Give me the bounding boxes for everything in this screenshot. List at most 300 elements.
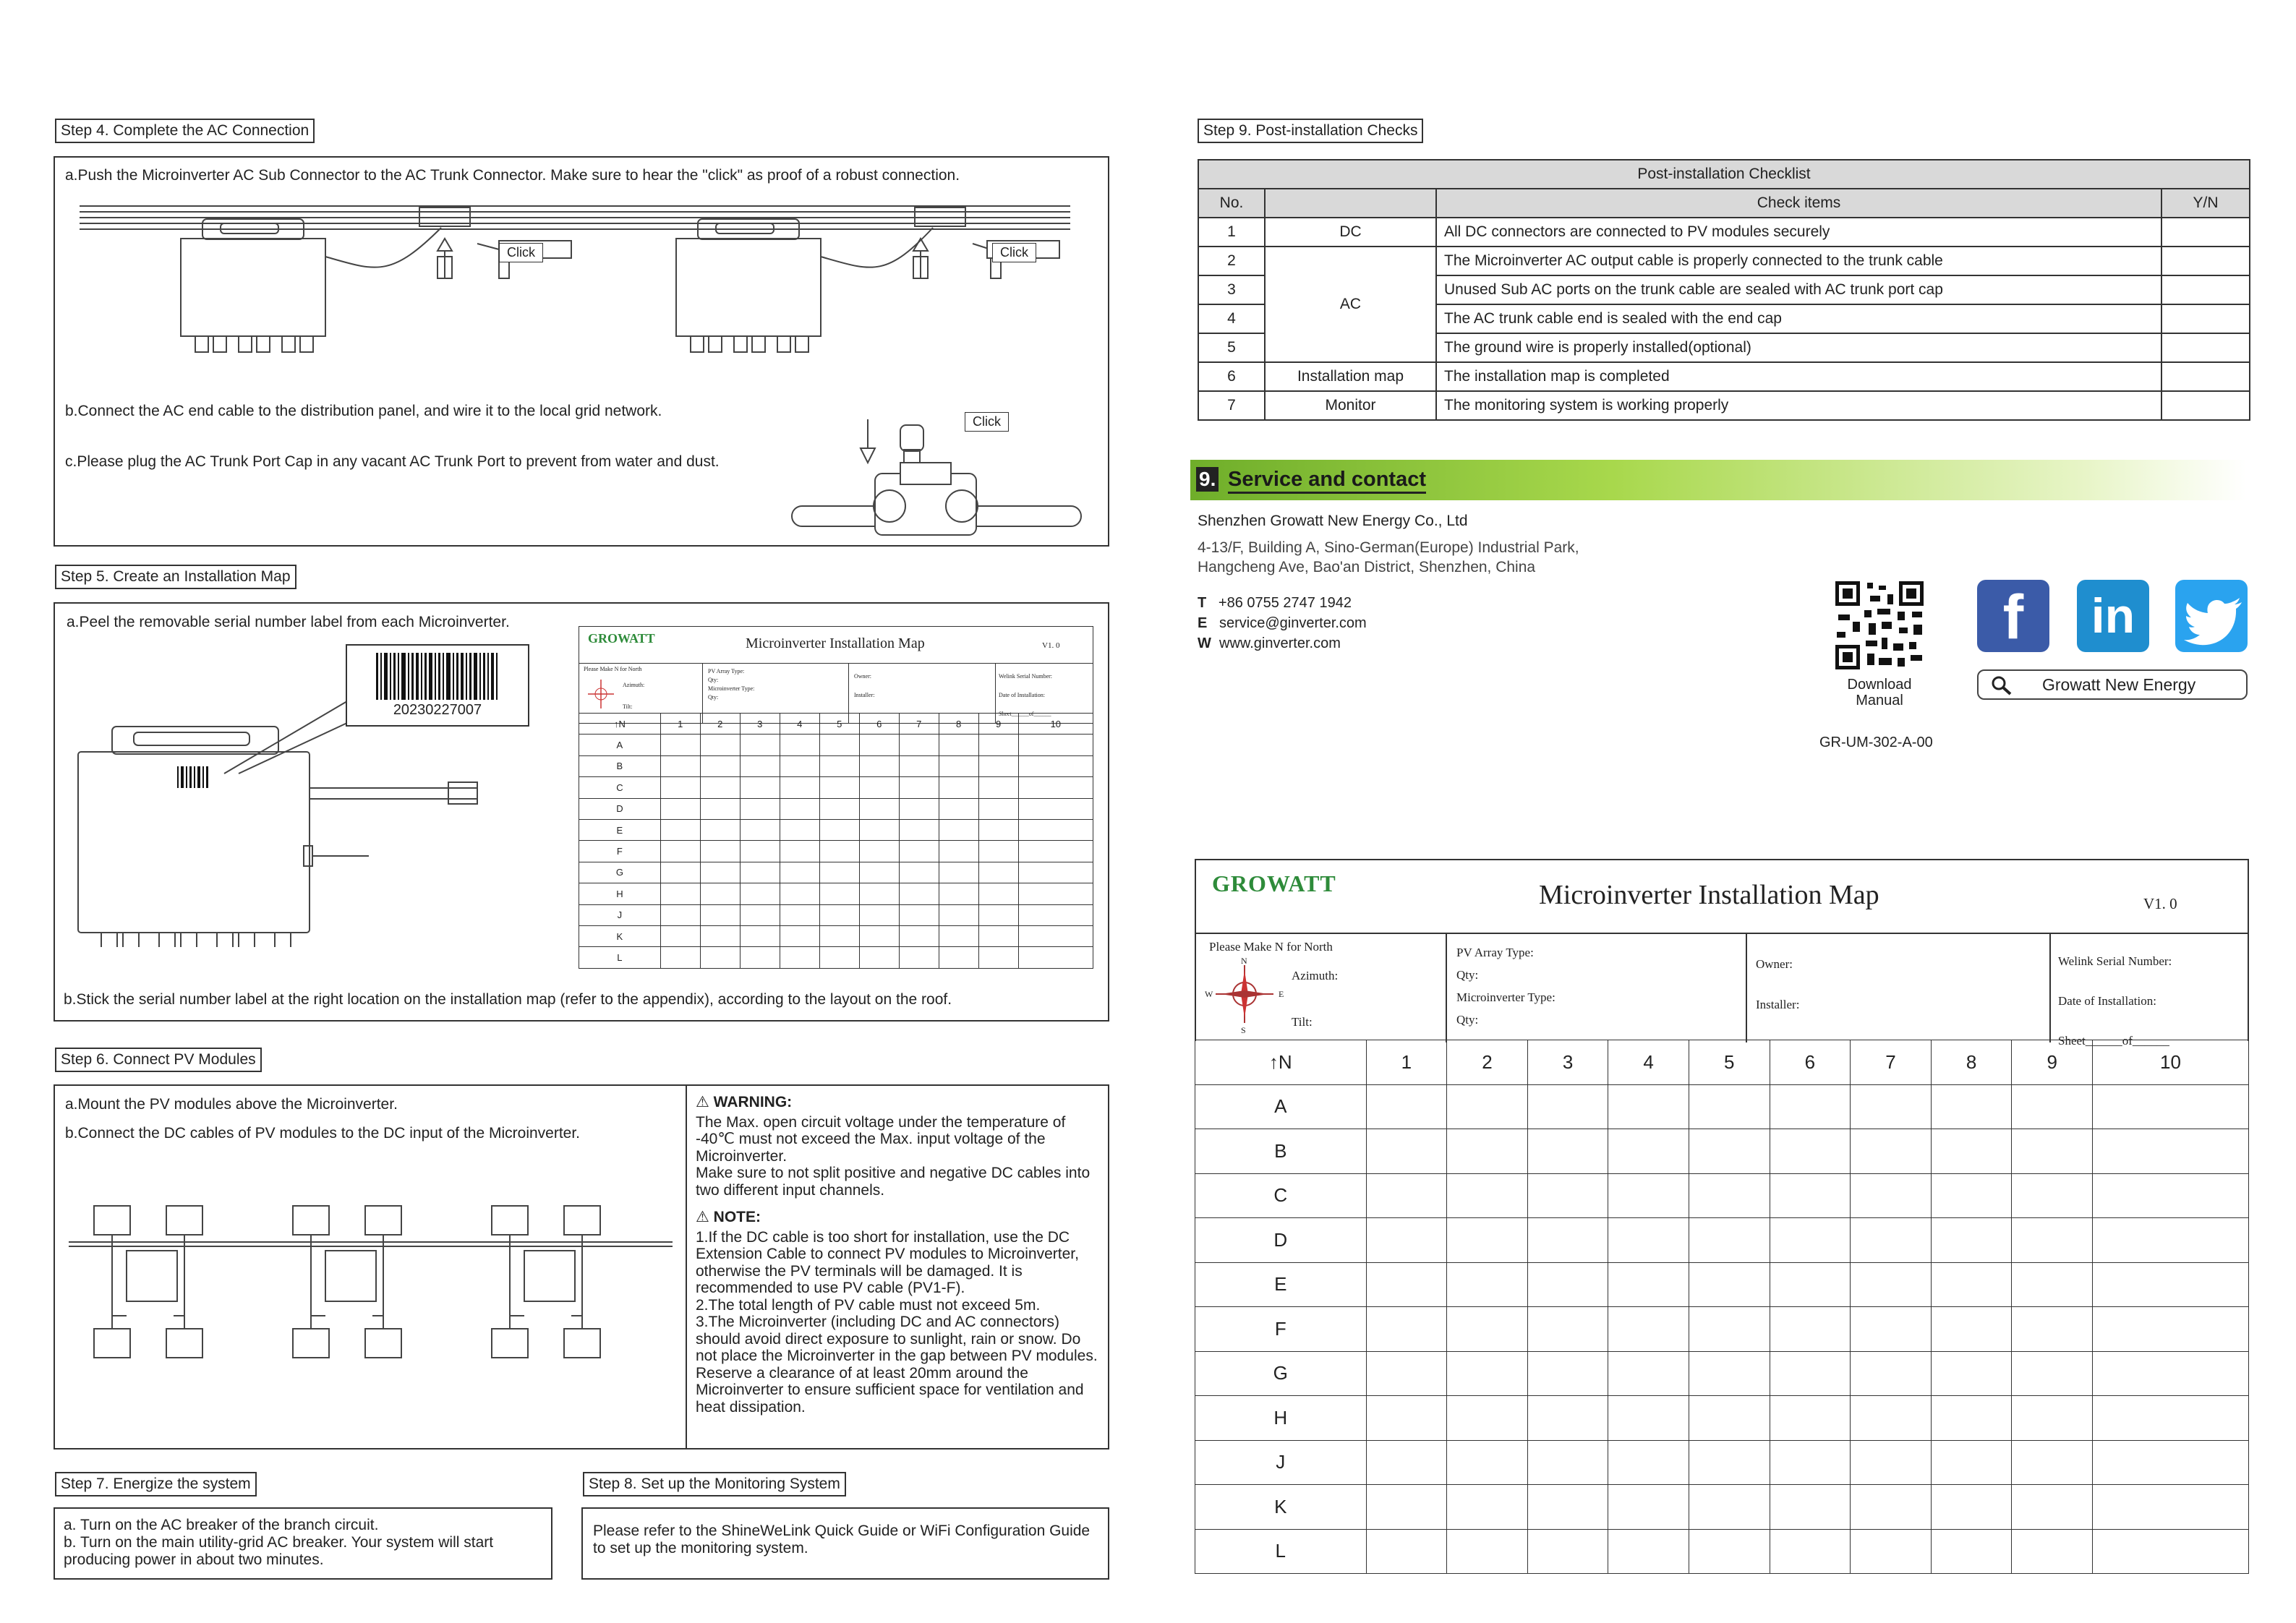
grid-cell[interactable] xyxy=(939,735,978,755)
grid-cell[interactable] xyxy=(660,904,700,925)
download-manual-label: Download Manual xyxy=(1847,677,1912,708)
grid-col-header: 6 xyxy=(1770,1040,1851,1085)
step7-text: a. Turn on the AC breaker of the branch circuit. b. Turn on the main utility-grid AC breaker. Your system will start producing power in about two minutes. xyxy=(64,1517,494,1568)
yn-cell[interactable] xyxy=(2161,218,2250,247)
grid-cell[interactable] xyxy=(1851,1262,1932,1307)
grid-cell[interactable] xyxy=(660,735,700,755)
grid-cell[interactable] xyxy=(1527,1351,1608,1396)
grid-corner-north: ↑N xyxy=(579,714,661,735)
grid-cell[interactable] xyxy=(2093,1307,2249,1352)
step4-text-b: b.Connect the AC end cable to the distribution panel, and wire it to the local grid network. xyxy=(65,403,662,419)
grid-cell[interactable] xyxy=(1527,1440,1608,1485)
grid-row-header: L xyxy=(1195,1529,1367,1574)
grid-cell[interactable] xyxy=(740,777,780,798)
grid-cell[interactable] xyxy=(660,947,700,968)
grid-cell[interactable] xyxy=(1447,1396,1528,1441)
grid-cell[interactable] xyxy=(2012,1084,2093,1129)
grid-cell[interactable] xyxy=(2012,1440,2093,1485)
grid-cell[interactable] xyxy=(740,925,780,946)
grid-cell[interactable] xyxy=(1527,1529,1608,1574)
grid-cell[interactable] xyxy=(700,777,740,798)
post-installation-checklist xyxy=(1198,159,2250,421)
north-arrow-icon: ↑ xyxy=(1268,1050,1279,1073)
grid-cell[interactable] xyxy=(1018,755,1093,776)
grid-cell[interactable] xyxy=(1931,1351,2012,1396)
grid-cell[interactable] xyxy=(819,862,859,883)
grid-row xyxy=(1195,1129,2249,1174)
step5-text-b: b.Stick the serial number label at the right location on the installation map (refer to the appendix), according to the layout on the roof. xyxy=(64,991,952,1008)
grid-cell[interactable] xyxy=(819,755,859,776)
grid-cell[interactable] xyxy=(899,862,939,883)
grid-cell[interactable] xyxy=(939,947,978,968)
grid-cell[interactable] xyxy=(780,904,819,925)
grid-cell[interactable] xyxy=(1366,1351,1447,1396)
yn-cell[interactable] xyxy=(2161,247,2250,275)
grid-cell[interactable] xyxy=(859,862,899,883)
grid-cell[interactable] xyxy=(1527,1262,1608,1307)
small-map-brand: GROWATT xyxy=(588,631,655,646)
grid-cell[interactable] xyxy=(1608,1440,1689,1485)
grid-cell[interactable] xyxy=(1447,1485,1528,1530)
grid-row xyxy=(1195,1173,2249,1218)
grid-cell[interactable] xyxy=(1689,1529,1770,1574)
grid-cell[interactable] xyxy=(899,925,939,946)
yn-cell[interactable] xyxy=(2161,275,2250,304)
grid-cell[interactable] xyxy=(939,862,978,883)
grid-cell[interactable] xyxy=(1366,1396,1447,1441)
grid-cell[interactable] xyxy=(780,777,819,798)
grid-cell[interactable] xyxy=(780,841,819,862)
map-version: V1. 0 xyxy=(2143,895,2177,912)
grid-cell[interactable] xyxy=(939,777,978,798)
grid-cell[interactable] xyxy=(1018,841,1093,862)
warning-icon: ⚠ xyxy=(696,1094,709,1110)
small-map-version: V1. 0 xyxy=(1042,641,1060,650)
grid-cell[interactable] xyxy=(1527,1084,1608,1129)
grid-cell[interactable] xyxy=(1527,1218,1608,1263)
grid-cell[interactable] xyxy=(978,735,1018,755)
grid-cell[interactable] xyxy=(740,841,780,862)
grid-cell[interactable] xyxy=(700,735,740,755)
grid-cell[interactable] xyxy=(660,819,700,840)
grid-cell[interactable] xyxy=(660,841,700,862)
grid-cell[interactable] xyxy=(1851,1351,1932,1396)
yn-cell[interactable] xyxy=(2161,333,2250,362)
grid-cell[interactable] xyxy=(978,947,1018,968)
grid-cell[interactable] xyxy=(1851,1173,1932,1218)
grid-cell[interactable] xyxy=(1689,1440,1770,1485)
step5-text-a: a.Peel the removable serial number label from each Microinverter. xyxy=(67,614,510,630)
grid-cell[interactable] xyxy=(660,925,700,946)
step8-title: Step 8. Set up the Monitoring System xyxy=(583,1472,846,1496)
grid-cell[interactable] xyxy=(2012,1485,2093,1530)
click-label-2: Click xyxy=(992,243,1036,262)
contact-web[interactable]: W www.ginverter.com xyxy=(1198,635,1341,651)
grid-col-header: 6 xyxy=(859,714,899,735)
grid-cell[interactable] xyxy=(1366,1129,1447,1174)
grid-cell[interactable] xyxy=(899,755,939,776)
grid-cell[interactable] xyxy=(1770,1307,1851,1352)
yn-cell[interactable] xyxy=(2161,391,2250,420)
grid-row-header: D xyxy=(579,798,661,819)
grid-cell[interactable] xyxy=(899,798,939,819)
grid-cell[interactable] xyxy=(859,947,899,968)
address-line-2: Hangcheng Ave, Bao'an District, Shenzhen, China xyxy=(1198,559,1536,575)
grid-cell[interactable] xyxy=(939,841,978,862)
yn-cell[interactable] xyxy=(2161,304,2250,333)
grid-cell[interactable] xyxy=(700,904,740,925)
grid-cell[interactable] xyxy=(1447,1084,1528,1129)
grid-cell[interactable] xyxy=(700,862,740,883)
grid-cell[interactable] xyxy=(700,883,740,904)
grid-cell[interactable] xyxy=(1608,1218,1689,1263)
grid-cell[interactable] xyxy=(1851,1396,1932,1441)
grid-cell[interactable] xyxy=(1931,1129,2012,1174)
grid-cell[interactable] xyxy=(1851,1440,1932,1485)
grid-row xyxy=(579,735,1093,755)
contact-email[interactable]: E service@ginverter.com xyxy=(1198,615,1367,631)
grid-cell[interactable] xyxy=(1931,1440,2012,1485)
grid-row xyxy=(579,819,1093,840)
grid-cell[interactable] xyxy=(1366,1262,1447,1307)
grid-cell[interactable] xyxy=(1851,1218,1932,1263)
grid-cell[interactable] xyxy=(700,755,740,776)
grid-cell[interactable] xyxy=(1447,1129,1528,1174)
grid-cell[interactable] xyxy=(2012,1396,2093,1441)
grid-cell[interactable] xyxy=(1447,1218,1528,1263)
grid-cell[interactable] xyxy=(1608,1307,1689,1352)
grid-cell[interactable] xyxy=(978,777,1018,798)
yn-cell[interactable] xyxy=(2161,362,2250,391)
grid-cell[interactable] xyxy=(819,841,859,862)
grid-cell[interactable] xyxy=(1447,1529,1528,1574)
grid-row-header: C xyxy=(1195,1173,1367,1218)
grid-cell[interactable] xyxy=(1851,1084,1932,1129)
grid-cell[interactable] xyxy=(780,862,819,883)
grid-cell[interactable] xyxy=(1527,1485,1608,1530)
small-map-header xyxy=(579,626,1093,724)
grid-cell[interactable] xyxy=(780,883,819,904)
step5-title: Step 5. Create an Installation Map xyxy=(55,565,296,589)
grid-cell[interactable] xyxy=(819,947,859,968)
grid-cell[interactable] xyxy=(780,755,819,776)
grid-cell[interactable] xyxy=(939,819,978,840)
serial-label xyxy=(346,644,529,727)
grid-row-header: K xyxy=(1195,1485,1367,1530)
grid-row-header: K xyxy=(579,925,661,946)
grid-cell[interactable] xyxy=(1770,1173,1851,1218)
grid-cell[interactable] xyxy=(1366,1485,1447,1530)
grid-cell[interactable] xyxy=(2012,1351,2093,1396)
grid-cell[interactable] xyxy=(1689,1129,1770,1174)
twitter-icon[interactable] xyxy=(2175,580,2248,652)
grid-cell[interactable] xyxy=(740,798,780,819)
grid-cell[interactable] xyxy=(819,735,859,755)
grid-col-header: 9 xyxy=(2012,1040,2093,1085)
grid-cell[interactable] xyxy=(2093,1173,2249,1218)
grid-cell[interactable] xyxy=(1447,1173,1528,1218)
grid-cell[interactable] xyxy=(1931,1485,2012,1530)
grid-cell[interactable] xyxy=(1018,798,1093,819)
grid-cell[interactable] xyxy=(1018,862,1093,883)
grid-cell[interactable] xyxy=(939,883,978,904)
grid-cell[interactable] xyxy=(1770,1218,1851,1263)
grid-cell[interactable] xyxy=(899,819,939,840)
col-no: No. xyxy=(1198,189,1265,218)
grid-cell[interactable] xyxy=(819,798,859,819)
grid-cell[interactable] xyxy=(1447,1440,1528,1485)
grid-row-header: D xyxy=(1195,1218,1367,1263)
grid-cell[interactable] xyxy=(1689,1351,1770,1396)
grid-cell[interactable] xyxy=(780,798,819,819)
grid-cell[interactable] xyxy=(740,819,780,840)
facebook-icon[interactable]: f xyxy=(1977,580,2049,652)
grid-cell[interactable] xyxy=(939,925,978,946)
grid-cell[interactable] xyxy=(1608,1351,1689,1396)
search-box[interactable] xyxy=(1977,669,2248,700)
grid-cell[interactable] xyxy=(859,755,899,776)
grid-cell[interactable] xyxy=(740,862,780,883)
grid-cell[interactable] xyxy=(2012,1307,2093,1352)
grid-cell[interactable] xyxy=(1770,1396,1851,1441)
grid-cell[interactable] xyxy=(859,883,899,904)
grid-cell[interactable] xyxy=(939,798,978,819)
grid-cell[interactable] xyxy=(859,819,899,840)
grid-cell[interactable] xyxy=(1770,1440,1851,1485)
grid-cell[interactable] xyxy=(978,904,1018,925)
grid-cell[interactable] xyxy=(1770,1262,1851,1307)
grid-cell[interactable] xyxy=(2093,1262,2249,1307)
grid-cell[interactable] xyxy=(780,925,819,946)
step9-title: Step 9. Post-installation Checks xyxy=(1198,119,1423,143)
grid-cell[interactable] xyxy=(740,883,780,904)
step4-text-c: c.Please plug the AC Trunk Port Cap in any vacant AC Trunk Port to prevent from water and dust. xyxy=(65,453,720,470)
grid-cell[interactable] xyxy=(1366,1307,1447,1352)
grid-cell[interactable] xyxy=(899,904,939,925)
grid-cell[interactable] xyxy=(660,883,700,904)
grid-cell[interactable] xyxy=(978,819,1018,840)
grid-cell[interactable] xyxy=(899,735,939,755)
grid-cell[interactable] xyxy=(859,735,899,755)
grid-cell[interactable] xyxy=(780,947,819,968)
grid-cell[interactable] xyxy=(1608,1396,1689,1441)
grid-cell[interactable] xyxy=(2012,1262,2093,1307)
grid-cell[interactable] xyxy=(1931,1262,2012,1307)
grid-cell[interactable] xyxy=(939,755,978,776)
grid-cell[interactable] xyxy=(1018,904,1093,925)
grid-cell[interactable] xyxy=(1608,1129,1689,1174)
grid-cell[interactable] xyxy=(1851,1529,1932,1574)
grid-cell[interactable] xyxy=(978,862,1018,883)
grid-cell[interactable] xyxy=(740,755,780,776)
grid-cell[interactable] xyxy=(2012,1173,2093,1218)
grid-cell[interactable] xyxy=(978,798,1018,819)
grid-row xyxy=(1195,1262,2249,1307)
grid-cell[interactable] xyxy=(740,904,780,925)
grid-cell[interactable] xyxy=(2012,1218,2093,1263)
grid-cell[interactable] xyxy=(1931,1307,2012,1352)
table-row: 3 Unused Sub AC ports on the trunk cable are sealed with AC trunk port cap xyxy=(1198,275,2250,304)
grid-cell[interactable] xyxy=(1447,1351,1528,1396)
grid-cell[interactable] xyxy=(2093,1129,2249,1174)
grid-row xyxy=(579,883,1093,904)
grid-cell[interactable] xyxy=(1018,947,1093,968)
grid-cell[interactable] xyxy=(819,819,859,840)
grid-cell[interactable] xyxy=(660,755,700,776)
grid-row-header: B xyxy=(1195,1129,1367,1174)
grid-cell[interactable] xyxy=(1689,1485,1770,1530)
click-label-3: Click xyxy=(965,412,1009,432)
col-check-items: Check items xyxy=(1436,189,2161,218)
grid-cell[interactable] xyxy=(859,841,899,862)
grid-cell[interactable] xyxy=(899,947,939,968)
grid-cell[interactable] xyxy=(2012,1129,2093,1174)
grid-cell[interactable] xyxy=(2093,1440,2249,1485)
grid-cell[interactable] xyxy=(1608,1529,1689,1574)
grid-cell[interactable] xyxy=(1851,1307,1932,1352)
grid-cell[interactable] xyxy=(660,798,700,819)
grid-cell[interactable] xyxy=(1018,777,1093,798)
grid-cell[interactable] xyxy=(1689,1307,1770,1352)
grid-cell[interactable] xyxy=(1608,1262,1689,1307)
grid-row-header: G xyxy=(579,862,661,883)
grid-cell[interactable] xyxy=(978,883,1018,904)
grid-cell[interactable] xyxy=(740,735,780,755)
grid-cell[interactable] xyxy=(978,925,1018,946)
grid-cell[interactable] xyxy=(780,819,819,840)
grid-cell[interactable] xyxy=(819,904,859,925)
grid-cell[interactable] xyxy=(859,798,899,819)
grid-cell[interactable] xyxy=(819,925,859,946)
grid-cell[interactable] xyxy=(2012,1529,2093,1574)
grid-cell[interactable] xyxy=(859,904,899,925)
grid-cell[interactable] xyxy=(780,735,819,755)
grid-cell[interactable] xyxy=(899,883,939,904)
ac-connection-drawing xyxy=(72,192,1085,365)
linkedin-icon[interactable]: in xyxy=(2077,580,2149,652)
grid-cell[interactable] xyxy=(660,777,700,798)
grid-cell[interactable] xyxy=(740,947,780,968)
azimuth-label: Azimuth: xyxy=(1292,969,1339,982)
grid-cell[interactable] xyxy=(1689,1084,1770,1129)
grid-cell[interactable] xyxy=(1527,1307,1608,1352)
grid-col-header: 2 xyxy=(1447,1040,1528,1085)
grid-cell[interactable] xyxy=(859,777,899,798)
grid-col-header: 4 xyxy=(1608,1040,1689,1085)
grid-row xyxy=(1195,1218,2249,1263)
grid-cell[interactable] xyxy=(1608,1084,1689,1129)
grid-cell[interactable] xyxy=(1527,1129,1608,1174)
grid-cell[interactable] xyxy=(1770,1529,1851,1574)
grid-cell[interactable] xyxy=(1018,735,1093,755)
grid-col-header: 10 xyxy=(2093,1040,2249,1085)
grid-cell[interactable] xyxy=(1931,1084,2012,1129)
grid-cell[interactable] xyxy=(1018,883,1093,904)
qr-code-icon[interactable] xyxy=(1834,580,1925,671)
grid-cell[interactable] xyxy=(700,947,740,968)
grid-cell[interactable] xyxy=(1366,1440,1447,1485)
grid-cell[interactable] xyxy=(1366,1173,1447,1218)
grid-cell[interactable] xyxy=(700,925,740,946)
grid-cell[interactable] xyxy=(1366,1084,1447,1129)
grid-col-header: 1 xyxy=(1366,1040,1447,1085)
grid-cell[interactable] xyxy=(1931,1173,2012,1218)
grid-cell[interactable] xyxy=(2093,1396,2249,1441)
grid-cell[interactable] xyxy=(1447,1262,1528,1307)
grid-cell[interactable] xyxy=(1770,1084,1851,1129)
grid-cell[interactable] xyxy=(1689,1262,1770,1307)
grid-cell[interactable] xyxy=(899,777,939,798)
grid-cell[interactable] xyxy=(819,883,859,904)
grid-cell[interactable] xyxy=(1018,925,1093,946)
grid-row xyxy=(579,798,1093,819)
grid-row-header: B xyxy=(579,755,661,776)
grid-cell[interactable] xyxy=(1447,1307,1528,1352)
grid-cell[interactable] xyxy=(859,925,899,946)
grid-cell[interactable] xyxy=(1851,1129,1932,1174)
grid-cell[interactable] xyxy=(1366,1218,1447,1263)
col-yn: Y/N xyxy=(2161,189,2250,218)
step6-title: Step 6. Connect PV Modules xyxy=(55,1048,262,1072)
north-label: Please Make N for North xyxy=(1209,940,1333,954)
grid-cell[interactable] xyxy=(1931,1529,2012,1574)
grid-cell[interactable] xyxy=(660,862,700,883)
grid-cell[interactable] xyxy=(1527,1396,1608,1441)
grid-cell[interactable] xyxy=(2093,1485,2249,1530)
grid-row-header: F xyxy=(579,841,661,862)
grid-cell[interactable] xyxy=(1770,1351,1851,1396)
grid-cell[interactable] xyxy=(700,798,740,819)
grid-cell[interactable] xyxy=(1689,1396,1770,1441)
grid-cell[interactable] xyxy=(1366,1529,1447,1574)
address-line-1: 4-13/F, Building A, Sino-German(Europe) Industrial Park, xyxy=(1198,539,1579,556)
pv-array-info: PV Array Type: Qty: Microinverter Type: Qty: xyxy=(1456,946,1555,1027)
service-title: Service and contact xyxy=(1228,467,1426,494)
grid-row xyxy=(579,925,1093,946)
grid-row xyxy=(1195,1440,2249,1485)
grid-cell[interactable] xyxy=(1608,1173,1689,1218)
grid-cell[interactable] xyxy=(1608,1485,1689,1530)
grid-cell[interactable] xyxy=(899,841,939,862)
grid-cell[interactable] xyxy=(2093,1351,2249,1396)
service-number: 9. xyxy=(1196,467,1219,492)
grid-row xyxy=(1195,1485,2249,1530)
grid-cell[interactable] xyxy=(978,755,1018,776)
grid-cell[interactable] xyxy=(819,777,859,798)
grid-col-header: 5 xyxy=(1689,1040,1770,1085)
map-header xyxy=(1195,859,2249,1048)
grid-cell[interactable] xyxy=(700,841,740,862)
grid-cell[interactable] xyxy=(2093,1084,2249,1129)
grid-cell[interactable] xyxy=(1851,1485,1932,1530)
grid-cell[interactable] xyxy=(978,841,1018,862)
grid-row-header: H xyxy=(1195,1396,1367,1441)
grid-cell[interactable] xyxy=(700,819,740,840)
grid-cell[interactable] xyxy=(1018,819,1093,840)
serial-number: 20230227007 xyxy=(393,702,482,718)
grid-cell[interactable] xyxy=(1770,1485,1851,1530)
grid-cell[interactable] xyxy=(1689,1173,1770,1218)
grid-cell[interactable] xyxy=(2093,1218,2249,1263)
grid-cell[interactable] xyxy=(1527,1173,1608,1218)
grid-cell[interactable] xyxy=(1689,1218,1770,1263)
grid-cell[interactable] xyxy=(939,904,978,925)
grid-cell[interactable] xyxy=(1931,1396,2012,1441)
grid-cell[interactable] xyxy=(2093,1529,2249,1574)
grid-col-header: 1 xyxy=(660,714,700,735)
grid-cell[interactable] xyxy=(1770,1129,1851,1174)
grid-cell[interactable] xyxy=(1931,1218,2012,1263)
